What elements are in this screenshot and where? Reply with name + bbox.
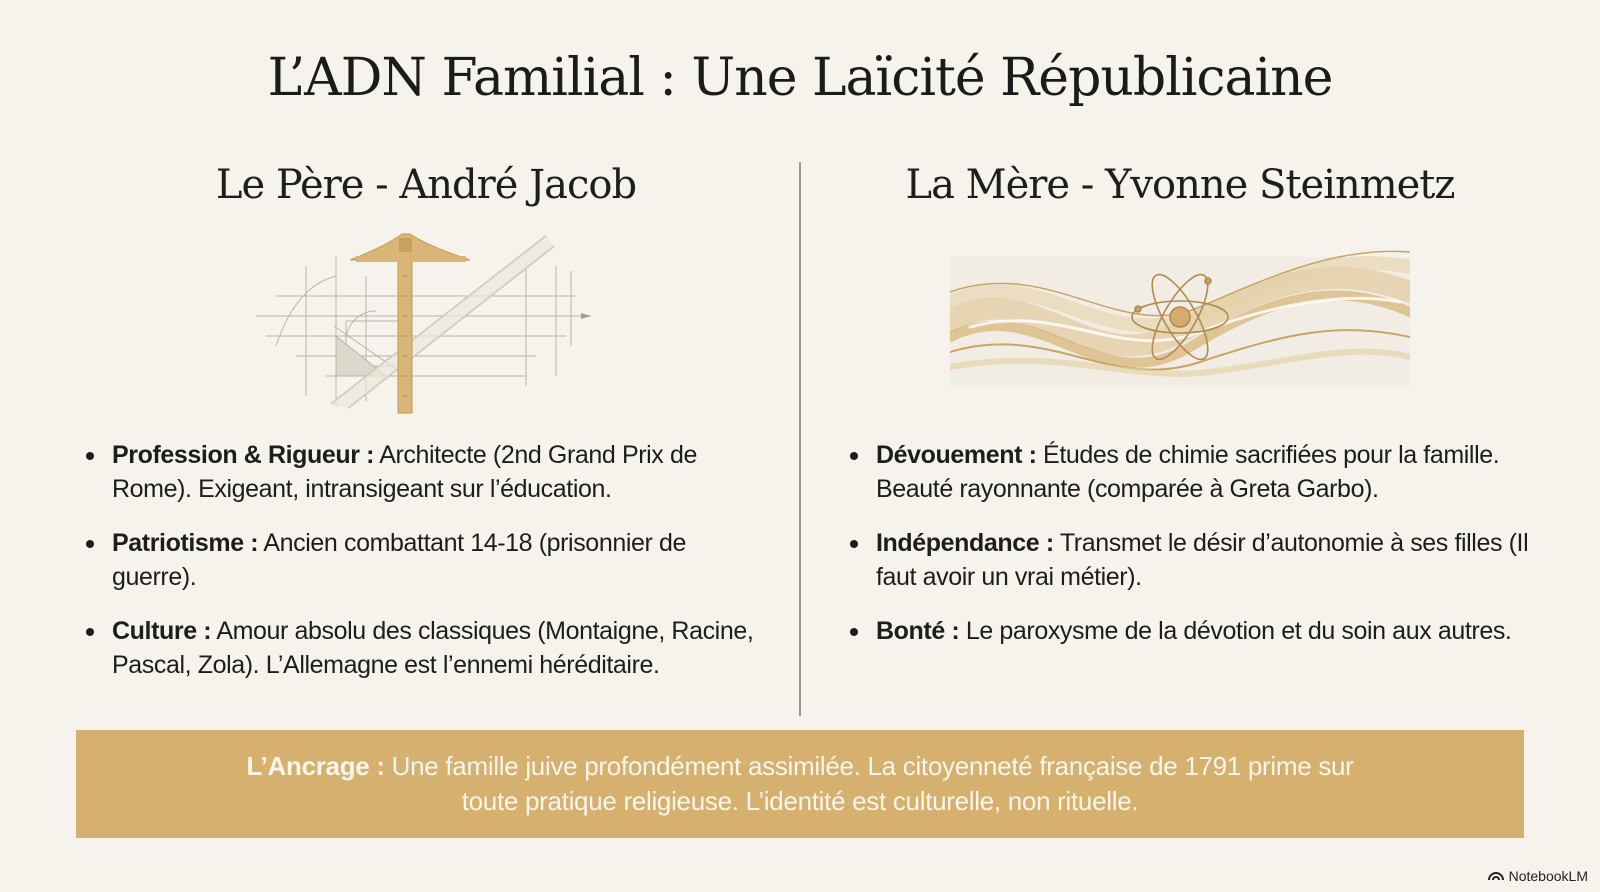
bullet-dot [850, 452, 858, 460]
bullet-label: Culture : [112, 617, 212, 645]
bullet-dot [850, 540, 858, 548]
bullet-text: Architecte (2nd Grand Prix de Rome). Exigeant, intransigeant sur l’éducation. [112, 441, 697, 503]
bullet-label: Indépendance : [876, 529, 1054, 557]
bullet-dot [86, 628, 94, 636]
list-item [848, 438, 1538, 506]
column-divider [799, 162, 801, 716]
banner-text-1: Une famille juive profondément assimilée. La citoyenneté française de 1791 prime sur [384, 751, 1354, 781]
bullet-text: Études de chimie sacrifiées pour la famille. Beauté rayonnante (comparée à Greta Garbo). [876, 441, 1500, 503]
bullet-text: Transmet le désir d’autonomie à ses filles (Il faut avoir un vrai métier). [876, 529, 1529, 591]
drafting-tools-icon [236, 226, 616, 426]
notebooklm-logo-icon [1488, 868, 1504, 884]
father-traits-list [84, 438, 764, 702]
bullet-label: Dévouement : [876, 441, 1037, 469]
bullet-label: Profession & Rigueur : [112, 441, 375, 469]
banner-line-1 [246, 749, 1353, 784]
bullet-text: Ancien combattant 14-18 (prisonnier de guerre). [112, 529, 686, 591]
atom-waves-icon [950, 232, 1410, 412]
mother-heading: La Mère - Yvonne Steinmetz [905, 162, 1455, 208]
banner-label: L’Ancrage : [246, 751, 385, 781]
mother-traits-list [848, 438, 1538, 668]
brand-watermark [1488, 868, 1588, 884]
bullet-text: Le paroxysme de la dévotion et du soin aux autres. [959, 617, 1512, 645]
list-item [84, 526, 764, 594]
list-item [848, 526, 1538, 594]
slide-title: L’ADN Familial : Une Laïcité Républicaine [267, 48, 1333, 108]
list-item [84, 438, 764, 506]
anchor-banner [76, 730, 1524, 838]
banner-line-2: toute pratique religieuse. L’identité est culturelle, non rituelle. [461, 786, 1139, 816]
bullet-dot [86, 452, 94, 460]
list-item [848, 614, 1538, 648]
brand-name: NotebookLM [1508, 868, 1588, 884]
bullet-text: Amour absolu des classiques (Montaigne, Racine, Pascal, Zola). L’Allemagne est l’ennemi héréditaire. [112, 617, 754, 679]
bullet-label: Bonté : [876, 617, 960, 645]
father-heading: Le Père - André Jacob [215, 162, 637, 208]
list-item [84, 614, 764, 682]
bullet-dot [86, 540, 94, 548]
bullet-dot [850, 628, 858, 636]
bullet-label: Patriotisme : [112, 529, 259, 557]
